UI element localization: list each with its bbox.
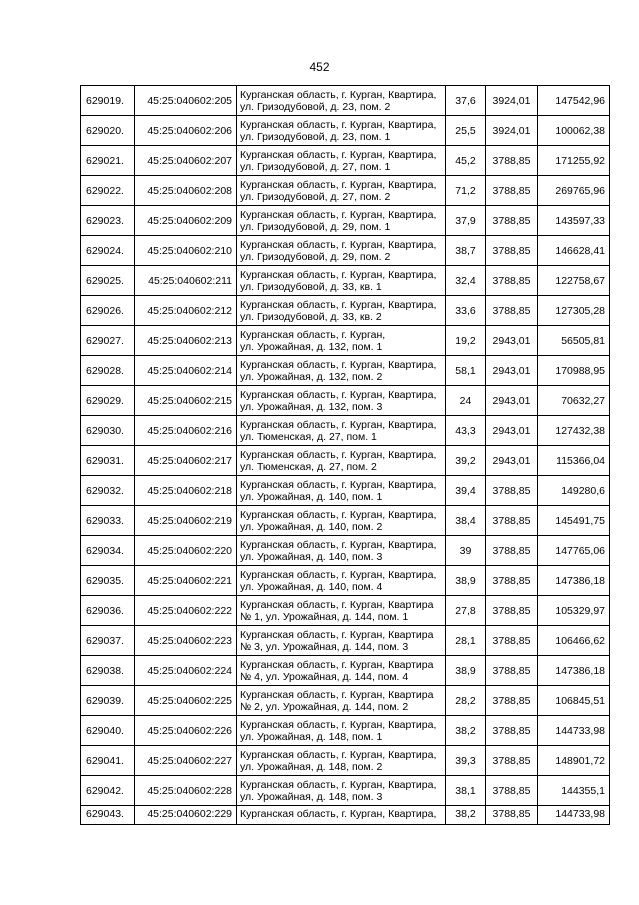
address-line-1: Курганская область, г. Курган, Квартира, xyxy=(240,148,437,161)
row-number-cell: 629019. xyxy=(81,86,135,116)
address-line-2: № 2, ул. Урожайная, д. 144, пом. 2 xyxy=(240,700,409,713)
table-row xyxy=(81,806,610,825)
cadastral-number-cell: 45:25:040602:213 xyxy=(135,326,237,356)
unit-price-cell: 2943,01 xyxy=(486,446,538,476)
cadastral-value-cell: 115366,04 xyxy=(538,446,610,476)
address-cell xyxy=(237,416,446,446)
address-cell xyxy=(237,86,446,116)
cadastral-number-cell: 45:25:040602:218 xyxy=(135,476,237,506)
cadastral-value-cell: 147765,06 xyxy=(538,536,610,566)
address-line-1: Курганская область, г. Курган, Квартира, xyxy=(240,388,437,401)
table-row xyxy=(81,476,610,506)
cadastral-value-cell: 147386,18 xyxy=(538,656,610,686)
cadastral-number-cell: 45:25:040602:217 xyxy=(135,446,237,476)
address-cell xyxy=(237,176,446,206)
address-line-1: Курганская область, г. Курган, xyxy=(240,328,386,341)
area-cell: 38,2 xyxy=(446,716,486,746)
cadastral-number-cell: 45:25:040602:226 xyxy=(135,716,237,746)
cadastral-number-cell: 45:25:040602:223 xyxy=(135,626,237,656)
cadastral-number-cell: 45:25:040602:227 xyxy=(135,746,237,776)
unit-price-cell: 2943,01 xyxy=(486,356,538,386)
cadastral-number-cell: 45:25:040602:211 xyxy=(135,266,237,296)
unit-price-cell: 3924,01 xyxy=(486,86,538,116)
row-number-cell: 629023. xyxy=(81,206,135,236)
address-line-2: ул. Урожайная, д. 148, пом. 2 xyxy=(240,760,383,773)
address-cell xyxy=(237,116,446,146)
cadastral-value-cell: 269765,96 xyxy=(538,176,610,206)
address-line-2: ул. Урожайная, д. 148, пом. 3 xyxy=(240,790,383,803)
area-cell: 28,2 xyxy=(446,686,486,716)
address-cell xyxy=(237,236,446,266)
table-row xyxy=(81,266,610,296)
table-row xyxy=(81,236,610,266)
address-cell xyxy=(237,206,446,236)
cadastral-number-cell: 45:25:040602:208 xyxy=(135,176,237,206)
area-cell: 27,8 xyxy=(446,596,486,626)
address-cell xyxy=(237,266,446,296)
table-row xyxy=(81,416,610,446)
address-line-1: Курганская область, г. Курган, Квартира, xyxy=(240,748,437,761)
address-line-1: Курганская область, г. Курган, Квартира, xyxy=(240,808,437,820)
cadastral-number-cell: 45:25:040602:229 xyxy=(135,806,237,825)
address-line-2: ул. Гризодубовой, д. 29, пом. 2 xyxy=(240,250,391,263)
address-line-1: Курганская область, г. Курган, Квартира, xyxy=(240,178,437,191)
address-line-2: ул. Урожайная, д. 132, пом. 1 xyxy=(240,340,383,353)
address-cell xyxy=(237,776,446,806)
cadastral-value-cell: 170988,95 xyxy=(538,356,610,386)
address-line-1: Курганская область, г. Курган, Квартира, xyxy=(240,358,437,371)
address-line-2: ул. Урожайная, д. 140, пом. 4 xyxy=(240,580,383,593)
row-number-cell: 629034. xyxy=(81,536,135,566)
unit-price-cell: 3788,85 xyxy=(486,806,538,825)
cadastral-value-cell: 144733,98 xyxy=(538,716,610,746)
address-cell xyxy=(237,536,446,566)
row-number-cell: 629029. xyxy=(81,386,135,416)
unit-price-cell: 2943,01 xyxy=(486,326,538,356)
address-cell xyxy=(237,806,446,825)
row-number-cell: 629036. xyxy=(81,596,135,626)
unit-price-cell: 3788,85 xyxy=(486,206,538,236)
unit-price-cell: 3788,85 xyxy=(486,686,538,716)
cadastral-number-cell: 45:25:040602:209 xyxy=(135,206,237,236)
table-row xyxy=(81,626,610,656)
address-line-1: Курганская область, г. Курган, Квартира, xyxy=(240,238,437,251)
cadastral-value-cell: 149280,6 xyxy=(538,476,610,506)
table-row xyxy=(81,656,610,686)
table-row xyxy=(81,596,610,626)
table-row xyxy=(81,506,610,536)
address-cell xyxy=(237,656,446,686)
address-line-2: ул. Урожайная, д. 132, пом. 2 xyxy=(240,370,383,383)
table-row xyxy=(81,746,610,776)
cadastral-number-cell: 45:25:040602:220 xyxy=(135,536,237,566)
cadastral-value-cell: 146628,41 xyxy=(538,236,610,266)
address-line-2: ул. Урожайная, д. 132, пом. 3 xyxy=(240,400,383,413)
row-number-cell: 629022. xyxy=(81,176,135,206)
area-cell: 32,4 xyxy=(446,266,486,296)
cadastral-number-cell: 45:25:040602:210 xyxy=(135,236,237,266)
address-line-2: ул. Урожайная, д. 140, пом. 2 xyxy=(240,520,383,533)
cadastral-number-cell: 45:25:040602:216 xyxy=(135,416,237,446)
unit-price-cell: 3788,85 xyxy=(486,746,538,776)
row-number-cell: 629026. xyxy=(81,296,135,326)
address-line-1: Курганская область, г. Курган, Квартира, xyxy=(240,448,437,461)
unit-price-cell: 3788,85 xyxy=(486,146,538,176)
cadastral-value-cell: 143597,33 xyxy=(538,206,610,236)
cadastral-value-cell: 106845,51 xyxy=(538,686,610,716)
address-line-1: Курганская область, г. Курган, Квартира, xyxy=(240,718,437,731)
area-cell: 58,1 xyxy=(446,356,486,386)
table-row xyxy=(81,176,610,206)
address-line-2: ул. Гризодубовой, д. 27, пом. 2 xyxy=(240,190,391,203)
address-line-1: Курганская область, г. Курган, Квартира xyxy=(240,688,434,701)
area-cell: 39,4 xyxy=(446,476,486,506)
row-number-cell: 629042. xyxy=(81,776,135,806)
cadastral-number-cell: 45:25:040602:225 xyxy=(135,686,237,716)
address-cell xyxy=(237,626,446,656)
cadastral-value-cell: 70632,27 xyxy=(538,386,610,416)
unit-price-cell: 3788,85 xyxy=(486,266,538,296)
address-line-1: Курганская область, г. Курган, Квартира, xyxy=(240,208,437,221)
address-cell xyxy=(237,296,446,326)
address-cell xyxy=(237,506,446,536)
row-number-cell: 629028. xyxy=(81,356,135,386)
cadastral-value-cell: 56505,81 xyxy=(538,326,610,356)
address-cell xyxy=(237,476,446,506)
address-line-2: ул. Урожайная, д. 140, пом. 1 xyxy=(240,490,383,503)
row-number-cell: 629027. xyxy=(81,326,135,356)
cadastral-number-cell: 45:25:040602:219 xyxy=(135,506,237,536)
cadastral-number-cell: 45:25:040602:222 xyxy=(135,596,237,626)
address-cell xyxy=(237,446,446,476)
address-line-2: ул. Гризодубовой, д. 33, кв. 1 xyxy=(240,280,382,293)
unit-price-cell: 3788,85 xyxy=(486,476,538,506)
row-number-cell: 629031. xyxy=(81,446,135,476)
row-number-cell: 629038. xyxy=(81,656,135,686)
cadastral-number-cell: 45:25:040602:224 xyxy=(135,656,237,686)
cadastral-value-cell: 144733,98 xyxy=(538,806,610,825)
cadastral-value-cell: 122758,67 xyxy=(538,266,610,296)
area-cell: 33,6 xyxy=(446,296,486,326)
registry-table-body xyxy=(81,86,610,825)
address-line-2: ул. Гризодубовой, д. 29, пом. 1 xyxy=(240,220,391,233)
address-line-1: Курганская область, г. Курган, Квартира xyxy=(240,598,434,611)
address-line-1: Курганская область, г. Курган, Квартира xyxy=(240,628,434,641)
address-line-2: ул. Гризодубовой, д. 27, пом. 1 xyxy=(240,160,391,173)
area-cell: 45,2 xyxy=(446,146,486,176)
address-line-1: Курганская область, г. Курган, Квартира, xyxy=(240,268,437,281)
area-cell: 25,5 xyxy=(446,116,486,146)
cadastral-value-cell: 106466,62 xyxy=(538,626,610,656)
address-line-1: Курганская область, г. Курган, Квартира, xyxy=(240,538,437,551)
area-cell: 37,9 xyxy=(446,206,486,236)
row-number-cell: 629030. xyxy=(81,416,135,446)
address-line-2: ул. Тюменская, д. 27, пом. 1 xyxy=(240,430,377,443)
row-number-cell: 629040. xyxy=(81,716,135,746)
unit-price-cell: 3924,01 xyxy=(486,116,538,146)
address-line-2: ул. Урожайная, д. 148, пом. 1 xyxy=(240,730,383,743)
address-cell xyxy=(237,596,446,626)
cadastral-number-cell: 45:25:040602:207 xyxy=(135,146,237,176)
row-number-cell: 629035. xyxy=(81,566,135,596)
area-cell: 37,6 xyxy=(446,86,486,116)
address-cell xyxy=(237,146,446,176)
table-row xyxy=(81,446,610,476)
unit-price-cell: 3788,85 xyxy=(486,626,538,656)
page-number: 452 xyxy=(309,60,330,74)
address-line-2: № 3, ул. Урожайная, д. 144, пом. 3 xyxy=(240,640,409,653)
area-cell: 39 xyxy=(446,536,486,566)
area-cell: 38,4 xyxy=(446,506,486,536)
address-line-1: Курганская область, г. Курган, Квартира, xyxy=(240,88,437,101)
address-line-1: Курганская область, г. Курган, Квартира, xyxy=(240,778,437,791)
address-line-2: ул. Тюменская, д. 27, пом. 2 xyxy=(240,460,377,473)
row-number-cell: 629032. xyxy=(81,476,135,506)
address-line-2: ул. Гризодубовой, д. 33, кв. 2 xyxy=(240,310,382,323)
row-number-cell: 629033. xyxy=(81,506,135,536)
table-row xyxy=(81,536,610,566)
cadastral-value-cell: 100062,38 xyxy=(538,116,610,146)
unit-price-cell: 3788,85 xyxy=(486,776,538,806)
table-row xyxy=(81,776,610,806)
address-cell xyxy=(237,686,446,716)
table-row xyxy=(81,356,610,386)
cadastral-number-cell: 45:25:040602:228 xyxy=(135,776,237,806)
row-number-cell: 629020. xyxy=(81,116,135,146)
unit-price-cell: 3788,85 xyxy=(486,716,538,746)
area-cell: 28,1 xyxy=(446,626,486,656)
address-line-2: ул. Гризодубовой, д. 23, пом. 2 xyxy=(240,100,391,113)
unit-price-cell: 3788,85 xyxy=(486,236,538,266)
address-line-1: Курганская область, г. Курган, Квартира, xyxy=(240,118,437,131)
cadastral-number-cell: 45:25:040602:214 xyxy=(135,356,237,386)
table-row xyxy=(81,296,610,326)
address-cell xyxy=(237,566,446,596)
table-row xyxy=(81,566,610,596)
area-cell: 39,2 xyxy=(446,446,486,476)
registry-table xyxy=(80,85,610,825)
cadastral-value-cell: 144355,1 xyxy=(538,776,610,806)
area-cell: 38,9 xyxy=(446,656,486,686)
area-cell: 38,7 xyxy=(446,236,486,266)
table-row xyxy=(81,206,610,236)
row-number-cell: 629039. xyxy=(81,686,135,716)
address-cell xyxy=(237,356,446,386)
address-cell xyxy=(237,326,446,356)
cadastral-value-cell: 148901,72 xyxy=(538,746,610,776)
address-line-1: Курганская область, г. Курган, Квартира, xyxy=(240,298,437,311)
row-number-cell: 629021. xyxy=(81,146,135,176)
unit-price-cell: 3788,85 xyxy=(486,536,538,566)
table-row xyxy=(81,716,610,746)
table-row xyxy=(81,86,610,116)
row-number-cell: 629024. xyxy=(81,236,135,266)
table-row xyxy=(81,116,610,146)
cadastral-number-cell: 45:25:040602:221 xyxy=(135,566,237,596)
unit-price-cell: 3788,85 xyxy=(486,506,538,536)
area-cell: 38,2 xyxy=(446,806,486,825)
address-line-2: № 4, ул. Урожайная, д. 144, пом. 4 xyxy=(240,670,409,683)
row-number-cell: 629037. xyxy=(81,626,135,656)
table-row xyxy=(81,326,610,356)
unit-price-cell: 3788,85 xyxy=(486,176,538,206)
address-line-1: Курганская область, г. Курган, Квартира, xyxy=(240,508,437,521)
cadastral-number-cell: 45:25:040602:206 xyxy=(135,116,237,146)
row-number-cell: 629025. xyxy=(81,266,135,296)
cadastral-value-cell: 127305,28 xyxy=(538,296,610,326)
address-line-1: Курганская область, г. Курган, Квартира, xyxy=(240,478,437,491)
address-line-1: Курганская область, г. Курган, Квартира xyxy=(240,658,434,671)
unit-price-cell: 3788,85 xyxy=(486,656,538,686)
area-cell: 43,3 xyxy=(446,416,486,446)
address-cell xyxy=(237,386,446,416)
area-cell: 39,3 xyxy=(446,746,486,776)
cadastral-number-cell: 45:25:040602:215 xyxy=(135,386,237,416)
unit-price-cell: 2943,01 xyxy=(486,416,538,446)
cadastral-number-cell: 45:25:040602:205 xyxy=(135,86,237,116)
unit-price-cell: 3788,85 xyxy=(486,596,538,626)
address-line-2: ул. Гризодубовой, д. 23, пом. 1 xyxy=(240,130,391,143)
table-row xyxy=(81,386,610,416)
address-line-1: Курганская область, г. Курган, Квартира, xyxy=(240,418,437,431)
row-number-cell: 629041. xyxy=(81,746,135,776)
address-line-1: Курганская область, г. Курган, Квартира, xyxy=(240,568,437,581)
unit-price-cell: 3788,85 xyxy=(486,296,538,326)
address-cell xyxy=(237,746,446,776)
cadastral-value-cell: 145491,75 xyxy=(538,506,610,536)
area-cell: 71,2 xyxy=(446,176,486,206)
cadastral-value-cell: 171255,92 xyxy=(538,146,610,176)
address-cell xyxy=(237,716,446,746)
unit-price-cell: 3788,85 xyxy=(486,566,538,596)
unit-price-cell: 2943,01 xyxy=(486,386,538,416)
table-row xyxy=(81,146,610,176)
area-cell: 38,9 xyxy=(446,566,486,596)
cadastral-value-cell: 127432,38 xyxy=(538,416,610,446)
address-line-2: ул. Урожайная, д. 140, пом. 3 xyxy=(240,550,383,563)
cadastral-number-cell: 45:25:040602:212 xyxy=(135,296,237,326)
area-cell: 38,1 xyxy=(446,776,486,806)
address-line-2: № 1, ул. Урожайная, д. 144, пом. 1 xyxy=(240,610,409,623)
area-cell: 24 xyxy=(446,386,486,416)
table-row xyxy=(81,686,610,716)
area-cell: 19,2 xyxy=(446,326,486,356)
cadastral-value-cell: 147542,96 xyxy=(538,86,610,116)
row-number-cell: 629043. xyxy=(81,806,135,825)
cadastral-value-cell: 147386,18 xyxy=(538,566,610,596)
cadastral-value-cell: 105329,97 xyxy=(538,596,610,626)
